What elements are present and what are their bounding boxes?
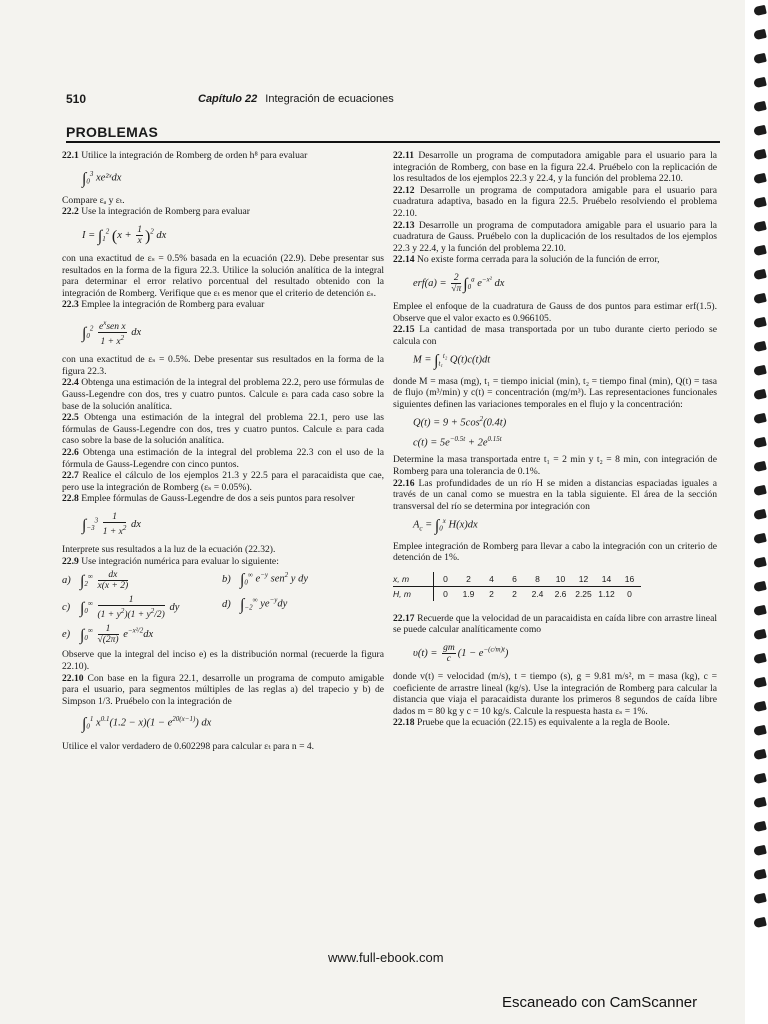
table-cell: 1.12 — [598, 588, 615, 599]
problem-22-12: 22.12 Desarrolle un programa de computadora amigable para el usuario para cuadratura adaptiva, basado en la figura 22.5. Pruébelo resolviendo el problema 22.10. — [393, 184, 718, 219]
problem-22-9: 22.9 Use integración numérica para evaluar lo siguiente: — [62, 555, 279, 567]
equation-22-15-mass: $M = \int_{t_1}^{t_2}$ Q(t)c(t)dt — [413, 352, 491, 370]
problem-22-17-after: donde v(t) = velocidad (m/s), t = tiempo (s), g = 9.81 m/s², m = masa (kg), c = coeficiente de arrastre lineal (kg/s). Use la integración de Romberg para calcular la distancia que viaja el paracaidista durante los primeros 8 segundos de caída libre dados m = 80 kg y c = 10 kg/s. Calcule la respuesta hasta εₛ = 1%. — [393, 671, 717, 717]
running-header — [198, 93, 394, 105]
problem-22-15-after: Determine la masa transportada entre t₁ = 2 min y t₂ = 8 min, con integración de Romberg para una tolerancia de 0.1%. — [393, 454, 717, 478]
section-rule — [66, 141, 720, 143]
table-cell: 10 — [549, 572, 572, 587]
problem-22-3-after: con una exactitud de εₛ = 0.5%. Debe presentar sus resultados en la forma de la figura 22.3. — [62, 354, 384, 377]
problem-22-1: 22.1 Utilice la integración de Romberg de orden h⁸ para evaluar — [62, 150, 308, 161]
problem-22-8-after: Interprete sus resultados a la luz de la ecuación (22.32). — [62, 544, 276, 556]
table-cell: 0 — [434, 572, 458, 587]
table-cell: 0 — [443, 588, 448, 599]
problem-22-2-after: con una exactitud de εₛ = 0.5% basada en la ecuación (22.9). Debe presentar sus resultados en la forma de la figura 22.3. Utilice la solución analítica de la integral para determinar el error relativo porcentual del resultado obtenido con la integración de Romberg. Verifique que εₜ es menor que el criterio de detención εₛ. — [62, 252, 384, 299]
table-cell: 0 — [627, 588, 632, 599]
problem-22-15: 22.15 La cantidad de masa transportada por un tubo durante cierto periodo se calcula con — [393, 324, 717, 347]
chapter-label: Capítulo 22 — [198, 93, 258, 105]
problem-22-18: 22.18 Pruebe que la ecuación (22.15) es equivalente a la regla de Boole. — [393, 717, 670, 729]
chapter-title: Integración de ecuaciones — [265, 93, 394, 105]
table-cell: 1.9 — [462, 588, 475, 599]
problem-22-11: 22.11 Desarrolle un programa de computadora amigable para el usuario para la integración de Romberg, con base en la figura 22.4. Pruébelo con la replicación de los resultados de los ejemplos 22.3 y 22.4, y la función del problema 22.10. — [393, 150, 717, 185]
problem-22-17: 22.17 Recuerde que la velocidad de un paracaidista en caída libre con arrastre lineal se puede calcular analíticamente como — [393, 612, 717, 636]
right-column — [393, 150, 717, 729]
table-cell: 2.25 — [575, 588, 592, 599]
equation-22-9-cd: c) $\int_0^\infty$ $\frac{1}{(1 + y^2)(1 + y^2/2)}$ dy d) $\int_{-2}^\infty$ $ye^{-y}dy$ — [62, 595, 288, 621]
problem-22-5: 22.5 Obtenga una estimación de la integral del problema 22.1, pero use las fórmulas de Gauss-Legendre con dos, tres y cuatro puntos. Calcule εₜ para cada caso sobre la base de la solución analítica. — [62, 412, 384, 447]
problem-22-10: 22.10 Con base en la figura 22.1, desarrolle un programa de computo amigable para el usuario, para segmentos múltiples de las reglas a) del trapecio y b) de Simpson 1/3. Pruébelo con la integración de — [62, 672, 384, 707]
equation-22-17: υ(t) = $\frac{gm}{c}$ $(1 - e^{-(c/m)t})$ — [413, 643, 509, 664]
left-column — [62, 150, 384, 752]
equation-22-16: $A_c = \int_0^x$ H(x)dx — [413, 517, 478, 535]
table-cell: 2.4 — [531, 588, 544, 599]
table-cell: 2 — [512, 588, 517, 599]
problem-22-4: 22.4 Obtenga una estimación de la integral del problema 22.2, pero use fórmulas de Gauss-Legendre con dos, tres y cuatro puntos. Calcule εₜ para cada caso sobre la base de la solución analítica. — [62, 377, 384, 412]
row-header-h: H, m — [393, 586, 434, 601]
problem-22-8: 22.8 Emplee fórmulas de Gauss-Legendre de dos a seis puntos para resolver — [62, 493, 355, 505]
problem-22-13: 22.13 Desarrolle un programa de computadora amigable para el usuario para la cuadratura de Gauss. Pruébelo con la duplicación de los resultados de los ejemplos 22.3 y 22.4, y la función del problema 22.10. — [393, 219, 717, 254]
problem-22-6: 22.6 Obtenga una estimación de la integral del problema 22.3 con el uso de la fórmula de Gauss-Legendre con cinco puntos. — [62, 447, 384, 470]
equation-22-1: $\int_0^3$ xe²ˣdx — [82, 169, 122, 188]
equation-22-9-ab: a) $\int_2^\infty$ $\frac{dx}{x(x + 2)}$ b) $\int_0^\infty$ $e^{-y}$ sen$^2$ y dy — [62, 570, 308, 592]
table-cell: 8 — [526, 572, 549, 587]
problem-22-10-after: Utilice el valor verdadero de 0.602298 para calcular εₜ para n = 4. — [62, 740, 315, 752]
page-number: 510 — [66, 92, 87, 106]
table-cell: 6 — [503, 572, 526, 587]
equation-22-9-e: e) $\int_0^\infty$ $\frac{1}{√(2\pi)}$ $e^{-x^2/2}dx$ — [62, 624, 154, 646]
equation-22-3: $\int_0^2$ $\frac{e^xsen x}{1 + x^2}$ dx — [82, 318, 142, 348]
equation-22-8: $\int_{-3}^3$ $\frac{1}{1 + x^2}$ dx — [82, 511, 141, 538]
table-cell: 4 — [480, 572, 503, 587]
table-row-h — [393, 586, 641, 601]
problem-22-16-after: Emplee integración de Romberg para llevar a cabo la integración con un criterio de detención de 1%. — [393, 540, 717, 564]
table-cell: 2.6 — [554, 588, 567, 599]
table-cell: 12 — [572, 572, 595, 587]
problem-22-1-after: Compare εₐ y εₜ. — [62, 194, 125, 206]
equation-22-15-c: $c(t) = 5e^{-0.5t} + 2e^{0.15t}$ — [413, 435, 502, 449]
problem-22-14-after: Emplee el enfoque de la cuadratura de Gauss de dos puntos para estimar erf(1.5). Observe que el valor exacto es 0.966105. — [393, 300, 717, 324]
problem-22-16: 22.16 Las profundidades de un río H se miden a distancias espaciadas iguales a través de un canal como se muestra en la tabla siguiente. El área de la sección transversal del río se determina por integración con — [393, 477, 717, 512]
table-cell: 2 — [489, 588, 494, 599]
scanner-watermark: Escaneado con CamScanner — [502, 994, 698, 1011]
equation-22-14: erf(a) = $\frac{2}{√\pi}$ $\int_0^a$ $e^{-x^2}$ dx — [413, 272, 505, 294]
section-title: PROBLEMAS — [66, 124, 159, 140]
footer-url: www.full-ebook.com — [328, 950, 444, 965]
problem-22-2: 22.2 Use la integración de Romberg para evaluar — [62, 206, 250, 218]
equation-22-15-q: $Q(t) = 9 + 5\cos^2(0.4t)$ — [413, 415, 507, 429]
equation-22-10: $\int_0^1$ $x^{0.1}(1.2 - x)(1 - e^{20(x-1)})$ dx — [82, 715, 212, 733]
spiral-binding — [745, 0, 768, 960]
depth-table — [393, 572, 641, 601]
problem-22-15-where: donde M = masa (mg), t₁ = tiempo inicial (min), t₂ = tiempo final (min), Q(t) = tasa de flujo (m³/min) y c(t) = concentración (mg/m³). Las representaciones funcionales siguientes definen las variaciones temporales en el flujo y la concentración: — [393, 375, 717, 410]
equation-22-2: $I = \int_1^2$ (x + $\frac{1}{x}$ )$^2$ dx — [82, 224, 167, 246]
problem-22-9-after: Observe que la integral del inciso e) es la distribución normal (recuerde la figura 22.10). — [62, 649, 384, 673]
problem-22-3: 22.3 Emplee la integración de Romberg para evaluar — [62, 299, 265, 311]
problem-22-14: 22.14 No existe forma cerrada para la solución de la función de error, — [393, 254, 660, 266]
table-cell: 2 — [457, 572, 480, 587]
table-row-x — [393, 572, 641, 587]
table-cell: 14 — [595, 572, 618, 587]
problem-22-7: 22.7 Realice el cálculo de los ejemplos 21.3 y 22.5 para el paracaidista que cae, pero use la integración de Romberg (εₛ = 0.05%). — [62, 470, 384, 493]
row-header-x: x, m — [393, 572, 434, 587]
table-cell: 16 — [618, 572, 641, 587]
